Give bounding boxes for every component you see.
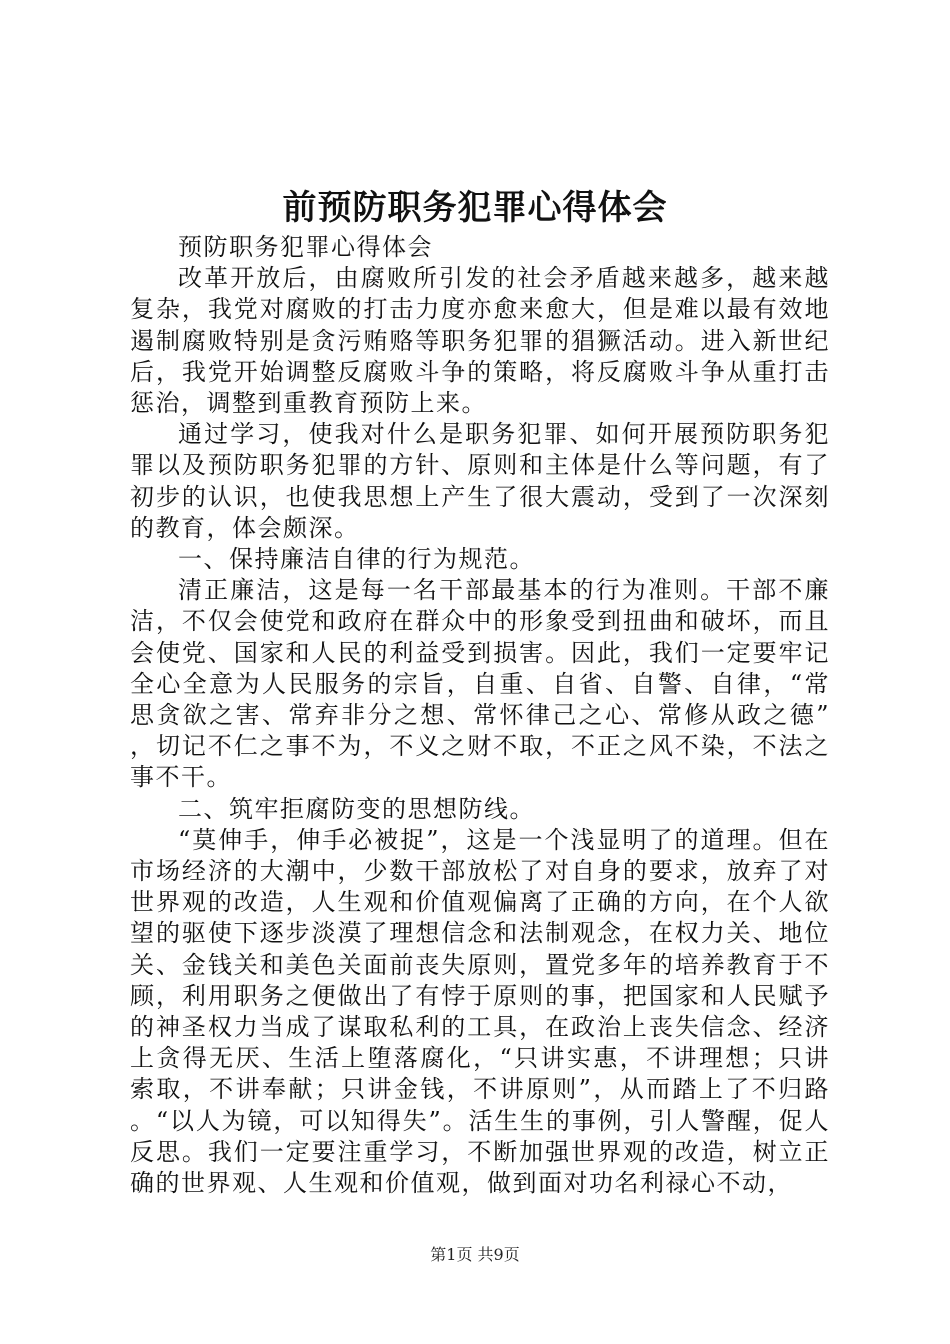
- section-heading: 二、筑牢拒腐防变的思想防线。: [178, 794, 535, 823]
- paragraph: 通过学习，使我对什么是职务犯罪、如何开展预防职务犯罪以及预防职务犯罪的方针、原则和主体是什么等问题，有了初步的认识，也使我思想上产生了很大震动，受到了一次深刻的教育，体会颇深。: [130, 420, 830, 542]
- paragraph-subtitle: 预防职务犯罪心得体会: [178, 233, 433, 261]
- paragraph: “莫伸手，伸手必被捉”，这是一个浅显明了的道理。但在市场经济的大潮中，少数干部放松了对自身的要求，放弃了对世界观的改造，人生观和价值观偏离了正确的方向，在个人欲望的驱使下逐步淡漠了理想信念和法制观念，在权力关、地位关、金钱关和美色关面前丧失原则，置党多年的培养教育于不顾，利用职务之便做出了有悖于原则的事，把国家和人民赋予的神圣权力当成了谋取私利的工具，在政治上丧失信念、经济上贪得无厌、生活上堕落腐化，“只讲实惠，不讲理想；只讲索取，不讲奉献；只讲金钱，不讲原则”，从而踏上了不归路。“以人为镜，可以知得失”。活生生的事例，引人警醒，促人反思。我们一定要注重学习，不断加强世界观的改造，树立正确的世界观、人生观和价值观，做到面对功名利禄心不动，: [130, 825, 830, 1198]
- section-heading: 一、保持廉洁自律的行为规范。: [178, 545, 535, 574]
- paragraph: 清正廉洁，这是每一名干部最基本的行为准则。干部不廉洁，不仅会使党和政府在群众中的形象受到扭曲和破坏，而且会使党、国家和人民的利益受到损害。因此，我们一定要牢记全心全意为人民服务的宗旨，自重、自省、自警、自律，“常思贪欲之害、常弃非分之想、常怀律己之心、常修从政之德”，切记不仁之事不为，不义之财不取，不正之风不染，不法之事不干。: [130, 576, 830, 792]
- page-number-footer: 第1页 共9页: [430, 1245, 520, 1264]
- document-title: 前预防职务犯罪心得体会: [282, 188, 668, 228]
- paragraph: 改革开放后，由腐败所引发的社会矛盾越来越多，越来越复杂，我党对腐败的打击力度亦愈来愈大，但是难以最有效地遏制腐败特别是贪污贿赂等职务犯罪的猖獗活动。进入新世纪后，我党开始调整反腐败斗争的策略，将反腐败斗争从重打击惩治，调整到重教育预防上来。: [130, 264, 830, 418]
- document-body: [130, 232, 830, 1199]
